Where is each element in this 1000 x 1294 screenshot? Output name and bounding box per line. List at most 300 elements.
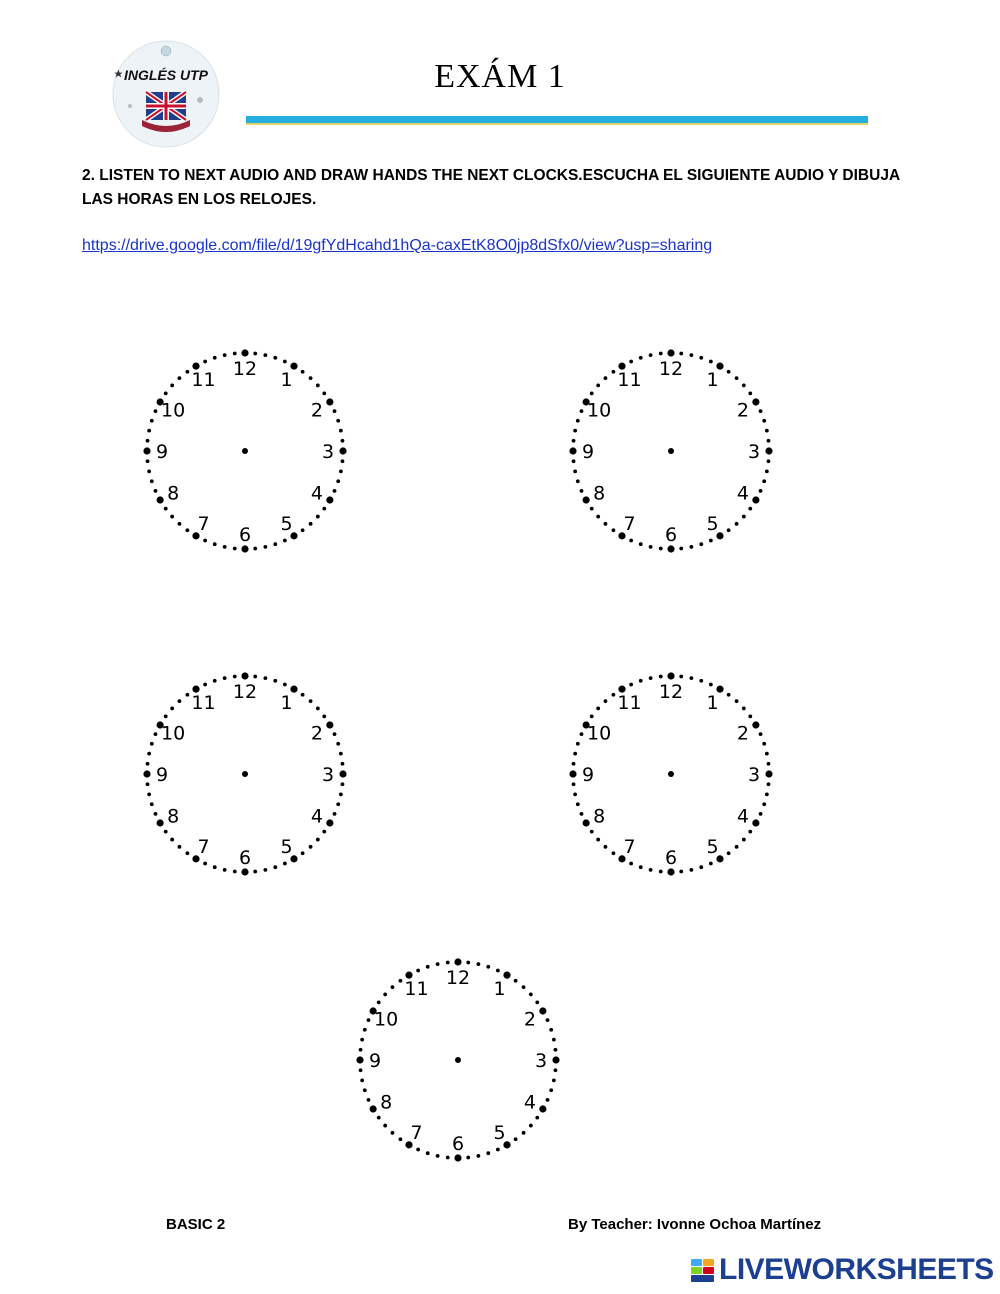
minute-dot bbox=[283, 360, 287, 364]
minute-dot bbox=[301, 528, 305, 532]
minute-dot bbox=[316, 707, 320, 711]
minute-dot bbox=[185, 851, 189, 855]
minute-dot bbox=[301, 851, 305, 855]
hour-dot bbox=[569, 447, 576, 454]
minute-dot bbox=[203, 683, 207, 687]
hour-dot bbox=[370, 1105, 377, 1112]
clock-number: 9 bbox=[155, 441, 169, 463]
minute-dot bbox=[580, 732, 584, 736]
minute-dot bbox=[709, 539, 713, 543]
minute-dot bbox=[596, 384, 600, 388]
clock-number: 1 bbox=[706, 692, 719, 715]
hour-dot bbox=[552, 1056, 559, 1063]
minute-dot bbox=[333, 409, 337, 413]
minute-dot bbox=[253, 547, 257, 551]
minute-dot bbox=[213, 865, 217, 869]
clock-number: 2 bbox=[310, 399, 323, 422]
clock-number: 12 bbox=[232, 358, 258, 380]
minute-dot bbox=[727, 370, 731, 374]
hour-dot bbox=[241, 545, 248, 552]
minute-dot bbox=[178, 522, 182, 526]
minute-dot bbox=[185, 693, 189, 697]
minute-dot bbox=[233, 547, 237, 551]
minute-dot bbox=[273, 542, 277, 546]
minute-dot bbox=[341, 762, 345, 766]
minute-dot bbox=[576, 802, 580, 806]
minute-dot bbox=[383, 993, 387, 997]
minute-dot bbox=[147, 469, 151, 473]
clock-number: 10 bbox=[161, 399, 186, 422]
hour-dot bbox=[326, 721, 333, 728]
minute-dot bbox=[535, 1000, 539, 1004]
minute-dot bbox=[659, 547, 663, 551]
clock-number: 7 bbox=[410, 1121, 423, 1144]
minute-dot bbox=[767, 762, 771, 766]
minute-dot bbox=[333, 489, 337, 493]
clock-number: 5 bbox=[280, 835, 293, 858]
minute-dot bbox=[590, 391, 594, 395]
clock-number: 9 bbox=[155, 764, 169, 786]
clock-number: 2 bbox=[310, 722, 323, 745]
clock-number: 9 bbox=[581, 441, 595, 463]
minute-dot bbox=[629, 683, 633, 687]
minute-dot bbox=[649, 868, 653, 872]
hour-dot bbox=[157, 496, 164, 503]
minute-dot bbox=[360, 1078, 364, 1082]
minute-dot bbox=[727, 851, 731, 855]
minute-dot bbox=[170, 707, 174, 711]
minute-dot bbox=[699, 356, 703, 360]
minute-dot bbox=[476, 962, 480, 966]
clock-5[interactable] bbox=[355, 957, 561, 1163]
minute-dot bbox=[689, 353, 693, 357]
minute-dot bbox=[742, 515, 746, 519]
minute-dot bbox=[333, 812, 337, 816]
minute-dot bbox=[765, 469, 769, 473]
hour-dot bbox=[454, 958, 461, 965]
clock-number: 11 bbox=[191, 692, 216, 715]
hour-dot bbox=[326, 819, 333, 826]
clock-number: 11 bbox=[191, 369, 216, 392]
minute-dot bbox=[596, 707, 600, 711]
clock-number: 9 bbox=[581, 764, 595, 786]
minute-dot bbox=[573, 429, 577, 433]
clock-number: 4 bbox=[736, 482, 749, 505]
hour-dot bbox=[667, 672, 674, 679]
minute-dot bbox=[576, 742, 580, 746]
hour-dot bbox=[339, 770, 346, 777]
minute-dot bbox=[496, 969, 500, 973]
minute-dot bbox=[639, 679, 643, 683]
clock-number: 8 bbox=[593, 805, 606, 828]
instructions: 2. LISTEN TO NEXT AUDIO AND DRAW HANDS THE NEXT CLOCKS.ESCUCHA EL SIGUIENTE AUDIO Y DIBUJA LAS HORAS EN LOS RELOJES. bbox=[82, 167, 900, 208]
minute-dot bbox=[309, 376, 313, 380]
minute-dot bbox=[762, 419, 766, 423]
minute-dot bbox=[535, 1116, 539, 1120]
minute-dot bbox=[263, 545, 267, 549]
minute-dot bbox=[590, 507, 594, 511]
minute-dot bbox=[436, 1154, 440, 1158]
minute-dot bbox=[363, 1028, 367, 1032]
clock-number: 9 bbox=[368, 1050, 382, 1072]
minute-dot bbox=[154, 812, 158, 816]
clock-1[interactable] bbox=[142, 348, 348, 554]
page-title: EXÁM 1 bbox=[434, 58, 566, 95]
minute-dot bbox=[147, 792, 151, 796]
hour-dot bbox=[667, 545, 674, 552]
clock-number: 6 bbox=[238, 524, 252, 546]
minute-dot bbox=[377, 1000, 381, 1004]
minute-dot bbox=[554, 1048, 558, 1052]
hour-dot bbox=[765, 770, 772, 777]
minute-dot bbox=[596, 515, 600, 519]
clock-number: 8 bbox=[380, 1091, 393, 1114]
minute-dot bbox=[466, 961, 470, 965]
minute-dot bbox=[273, 679, 277, 683]
minute-dot bbox=[416, 969, 420, 973]
minute-dot bbox=[185, 528, 189, 532]
minute-dot bbox=[727, 528, 731, 532]
hour-dot bbox=[356, 1056, 363, 1063]
minute-dot bbox=[333, 732, 337, 736]
minute-dot bbox=[341, 439, 345, 443]
clock-number: 10 bbox=[161, 722, 186, 745]
clock-number: 6 bbox=[664, 847, 678, 869]
clock-number: 5 bbox=[280, 512, 293, 535]
minute-dot bbox=[549, 1088, 553, 1092]
minute-dot bbox=[522, 985, 526, 989]
audio-link[interactable]: https://drive.google.com/file/d/19gfYdHcahd1hQa-caxEtK8O0jp8dSfx0/view?usp=sharing bbox=[82, 237, 713, 254]
minute-dot bbox=[150, 479, 154, 483]
minute-dot bbox=[573, 792, 577, 796]
minute-dot bbox=[689, 545, 693, 549]
clock-center-dot bbox=[668, 771, 674, 777]
clock-number: 12 bbox=[445, 967, 471, 989]
minute-dot bbox=[514, 1137, 518, 1141]
minute-dot bbox=[572, 762, 576, 766]
minute-dot bbox=[759, 409, 763, 413]
minute-dot bbox=[762, 742, 766, 746]
minute-dot bbox=[391, 985, 395, 989]
minute-dot bbox=[759, 732, 763, 736]
minute-dot bbox=[554, 1068, 558, 1072]
minute-dot bbox=[398, 979, 402, 983]
minute-dot bbox=[580, 489, 584, 493]
minute-dot bbox=[446, 1156, 450, 1160]
minute-dot bbox=[416, 1148, 420, 1152]
hour-dot bbox=[326, 496, 333, 503]
minute-dot bbox=[576, 479, 580, 483]
clock-number: 10 bbox=[374, 1008, 399, 1031]
minute-dot bbox=[316, 384, 320, 388]
minute-dot bbox=[611, 851, 615, 855]
minute-dot bbox=[573, 469, 577, 473]
minute-dot bbox=[590, 830, 594, 834]
minute-dot bbox=[341, 782, 345, 786]
hour-dot bbox=[241, 672, 248, 679]
hour-dot bbox=[241, 349, 248, 356]
clock-number: 6 bbox=[664, 524, 678, 546]
minute-dot bbox=[147, 429, 151, 433]
minute-dot bbox=[223, 545, 227, 549]
minute-dot bbox=[150, 802, 154, 806]
minute-dot bbox=[309, 522, 313, 526]
minute-dot bbox=[496, 1148, 500, 1152]
hour-dot bbox=[143, 770, 150, 777]
clock-number: 7 bbox=[197, 835, 210, 858]
minute-dot bbox=[572, 439, 576, 443]
clock-4[interactable] bbox=[568, 671, 774, 877]
minute-dot bbox=[748, 507, 752, 511]
clock-2[interactable] bbox=[568, 348, 774, 554]
minute-dot bbox=[164, 391, 168, 395]
clock-number: 11 bbox=[617, 692, 642, 715]
minute-dot bbox=[604, 376, 608, 380]
minute-dot bbox=[679, 870, 683, 874]
minute-dot bbox=[223, 676, 227, 680]
minute-dot bbox=[659, 870, 663, 874]
clock-number: 11 bbox=[404, 978, 429, 1001]
clock-number: 3 bbox=[747, 441, 761, 463]
minute-dot bbox=[546, 1018, 550, 1022]
hour-dot bbox=[667, 868, 674, 875]
clock-number: 2 bbox=[523, 1008, 536, 1031]
minute-dot bbox=[709, 862, 713, 866]
hour-dot bbox=[143, 447, 150, 454]
clock-number: 2 bbox=[736, 399, 749, 422]
minute-dot bbox=[639, 356, 643, 360]
minute-dot bbox=[552, 1038, 556, 1042]
minute-dot bbox=[546, 1098, 550, 1102]
clock-number: 5 bbox=[706, 835, 719, 858]
minute-dot bbox=[767, 439, 771, 443]
minute-dot bbox=[659, 675, 663, 679]
minute-dot bbox=[309, 699, 313, 703]
minute-dot bbox=[203, 539, 207, 543]
clock-number: 2 bbox=[736, 722, 749, 745]
clock-number: 7 bbox=[623, 835, 636, 858]
minute-dot bbox=[735, 376, 739, 380]
clock-number: 12 bbox=[658, 358, 684, 380]
minute-dot bbox=[341, 459, 345, 463]
clock-number: 4 bbox=[310, 482, 323, 505]
minute-dot bbox=[367, 1018, 371, 1022]
hour-dot bbox=[752, 819, 759, 826]
minute-dot bbox=[150, 742, 154, 746]
clock-number: 4 bbox=[523, 1091, 536, 1114]
minute-dot bbox=[580, 409, 584, 413]
minute-dot bbox=[604, 845, 608, 849]
minute-dot bbox=[178, 376, 182, 380]
minute-dot bbox=[253, 352, 257, 356]
minute-dot bbox=[742, 838, 746, 842]
minute-dot bbox=[316, 515, 320, 519]
minute-dot bbox=[164, 830, 168, 834]
minute-dot bbox=[759, 812, 763, 816]
minute-dot bbox=[213, 542, 217, 546]
minute-dot bbox=[203, 862, 207, 866]
clock-3[interactable] bbox=[142, 671, 348, 877]
minute-dot bbox=[322, 714, 326, 718]
minute-dot bbox=[522, 1131, 526, 1135]
minute-dot bbox=[359, 1068, 363, 1072]
minute-dot bbox=[767, 459, 771, 463]
minute-dot bbox=[146, 782, 150, 786]
minute-dot bbox=[742, 707, 746, 711]
clock-center-dot bbox=[242, 448, 248, 454]
minute-dot bbox=[529, 993, 533, 997]
hour-dot bbox=[752, 398, 759, 405]
minute-dot bbox=[164, 714, 168, 718]
minute-dot bbox=[398, 1137, 402, 1141]
minute-dot bbox=[154, 732, 158, 736]
minute-dot bbox=[164, 507, 168, 511]
clock-number: 8 bbox=[167, 482, 180, 505]
minute-dot bbox=[283, 683, 287, 687]
hour-dot bbox=[667, 349, 674, 356]
hour-dot bbox=[583, 496, 590, 503]
clock-number: 7 bbox=[623, 512, 636, 535]
minute-dot bbox=[309, 845, 313, 849]
hour-dot bbox=[752, 496, 759, 503]
hour-dot bbox=[569, 770, 576, 777]
minute-dot bbox=[709, 360, 713, 364]
minute-dot bbox=[233, 675, 237, 679]
minute-dot bbox=[377, 1116, 381, 1120]
clock-number: 7 bbox=[197, 512, 210, 535]
minute-dot bbox=[679, 675, 683, 679]
clock-number: 5 bbox=[493, 1121, 506, 1144]
minute-dot bbox=[391, 1131, 395, 1135]
minute-dot bbox=[679, 547, 683, 551]
minute-dot bbox=[263, 353, 267, 357]
minute-dot bbox=[336, 742, 340, 746]
minute-dot bbox=[629, 862, 633, 866]
minute-dot bbox=[154, 409, 158, 413]
minute-dot bbox=[649, 545, 653, 549]
hour-dot bbox=[539, 1007, 546, 1014]
minute-dot bbox=[748, 391, 752, 395]
minute-dot bbox=[154, 489, 158, 493]
brand-text: LIVEWORKSHEETS bbox=[719, 1253, 994, 1286]
clock-number: 6 bbox=[451, 1133, 465, 1155]
minute-dot bbox=[223, 868, 227, 872]
clock-number: 1 bbox=[706, 369, 719, 392]
minute-dot bbox=[611, 693, 615, 697]
minute-dot bbox=[170, 838, 174, 842]
minute-dot bbox=[146, 459, 150, 463]
minute-dot bbox=[604, 522, 608, 526]
clock-number: 3 bbox=[321, 764, 335, 786]
minute-dot bbox=[514, 979, 518, 983]
minute-dot bbox=[253, 675, 257, 679]
minute-dot bbox=[273, 356, 277, 360]
minute-dot bbox=[699, 865, 703, 869]
clock-number: 8 bbox=[593, 482, 606, 505]
minute-dot bbox=[223, 353, 227, 357]
minute-dot bbox=[580, 812, 584, 816]
minute-dot bbox=[436, 962, 440, 966]
minute-dot bbox=[147, 752, 151, 756]
minute-dot bbox=[426, 965, 430, 969]
minute-dot bbox=[486, 965, 490, 969]
liveworksheets-brand bbox=[690, 1253, 994, 1287]
minute-dot bbox=[322, 391, 326, 395]
minute-dot bbox=[336, 802, 340, 806]
minute-dot bbox=[596, 838, 600, 842]
minute-dot bbox=[727, 693, 731, 697]
minute-dot bbox=[301, 370, 305, 374]
hour-dot bbox=[539, 1105, 546, 1112]
hour-dot bbox=[241, 868, 248, 875]
minute-dot bbox=[709, 683, 713, 687]
clock-number: 3 bbox=[747, 764, 761, 786]
minute-dot bbox=[316, 838, 320, 842]
minute-dot bbox=[604, 699, 608, 703]
minute-dot bbox=[748, 830, 752, 834]
minute-dot bbox=[735, 845, 739, 849]
minute-dot bbox=[659, 352, 663, 356]
clock-center-dot bbox=[455, 1057, 461, 1063]
hour-dot bbox=[326, 398, 333, 405]
minute-dot bbox=[573, 752, 577, 756]
minute-dot bbox=[213, 679, 217, 683]
minute-dot bbox=[339, 469, 343, 473]
minute-dot bbox=[383, 1124, 387, 1128]
hour-dot bbox=[765, 447, 772, 454]
clock-number: 8 bbox=[167, 805, 180, 828]
minute-dot bbox=[735, 522, 739, 526]
minute-dot bbox=[363, 1088, 367, 1092]
minute-dot bbox=[360, 1038, 364, 1042]
minute-dot bbox=[759, 489, 763, 493]
hour-dot bbox=[752, 721, 759, 728]
minute-dot bbox=[146, 439, 150, 443]
minute-dot bbox=[178, 845, 182, 849]
clock-number: 1 bbox=[280, 369, 293, 392]
minute-dot bbox=[466, 1156, 470, 1160]
logo-text: INGLÉS UTP bbox=[123, 67, 209, 83]
minute-dot bbox=[170, 384, 174, 388]
minute-dot bbox=[762, 479, 766, 483]
minute-dot bbox=[253, 870, 257, 874]
minute-dot bbox=[590, 714, 594, 718]
minute-dot bbox=[426, 1151, 430, 1155]
clock-number: 3 bbox=[534, 1050, 548, 1072]
minute-dot bbox=[689, 868, 693, 872]
minute-dot bbox=[549, 1028, 553, 1032]
minute-dot bbox=[263, 868, 267, 872]
minute-dot bbox=[336, 419, 340, 423]
minute-dot bbox=[529, 1124, 533, 1128]
minute-dot bbox=[576, 419, 580, 423]
minute-dot bbox=[689, 676, 693, 680]
minute-dot bbox=[611, 528, 615, 532]
minute-dot bbox=[765, 792, 769, 796]
clock-center-dot bbox=[668, 448, 674, 454]
clock-number: 5 bbox=[706, 512, 719, 535]
hour-dot bbox=[583, 819, 590, 826]
minute-dot bbox=[572, 459, 576, 463]
minute-dot bbox=[629, 539, 633, 543]
minute-dot bbox=[233, 870, 237, 874]
minute-dot bbox=[322, 830, 326, 834]
clock-number: 12 bbox=[658, 681, 684, 703]
minute-dot bbox=[359, 1048, 363, 1052]
minute-dot bbox=[649, 676, 653, 680]
minute-dot bbox=[639, 542, 643, 546]
hour-dot bbox=[454, 1154, 461, 1161]
